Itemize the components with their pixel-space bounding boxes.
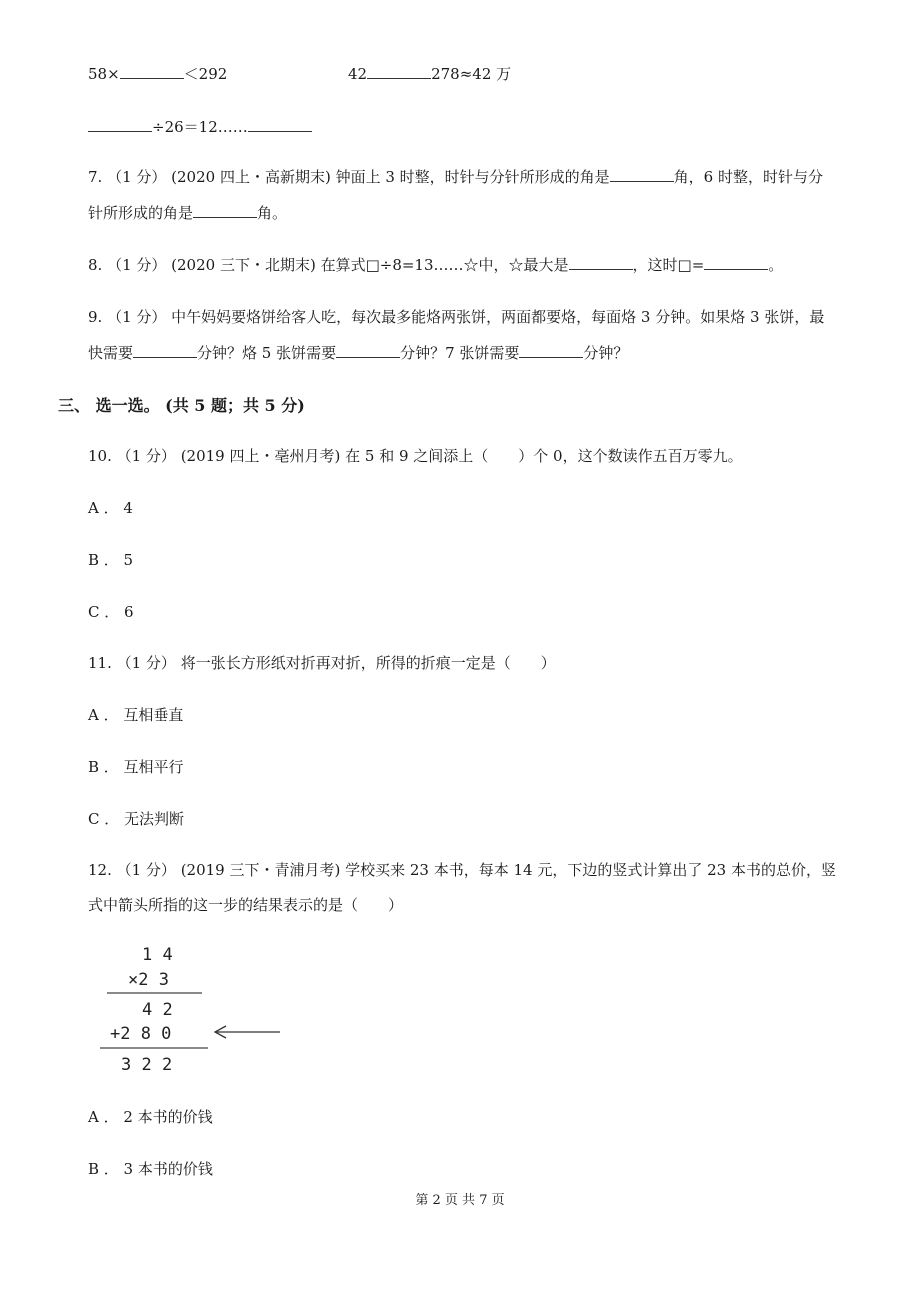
option-b[interactable]: B ． 5 — [88, 551, 134, 569]
expr-text: ÷26＝12…… — [152, 118, 248, 136]
question-text: ，这时□= — [632, 256, 705, 274]
answer-blank[interactable] — [519, 343, 583, 358]
answer-blank[interactable] — [193, 203, 257, 218]
question-text: 分钟？烙 5 张饼需要 — [197, 344, 337, 362]
question-text: 快需要 — [88, 344, 134, 362]
calc-row-5: 3 2 2 — [121, 1055, 173, 1075]
section-heading: 三、 选一选。 (共 5 题；共 5 分) — [58, 396, 305, 415]
calc-row-2: ×2 3 — [128, 970, 169, 990]
answer-blank[interactable] — [367, 64, 431, 79]
expr-text: ＜292 — [183, 65, 228, 83]
vertical-calculation-figure — [90, 938, 290, 1078]
option-a[interactable]: A ． 4 — [88, 499, 133, 517]
question-9-line-1: 9. （1 分） 中午妈妈要烙饼给客人吃，每次最多能烙两张饼，两面都要烙，每面烙 3 分钟。如果烙 3 张饼，最 — [88, 308, 825, 326]
calc-row-4: +2 8 0 — [110, 1024, 172, 1044]
question-9-line-2 — [88, 343, 628, 363]
answer-blank[interactable] — [248, 117, 312, 132]
question-text: 分钟？ — [583, 344, 629, 362]
question-12-line-1: 12. （1 分） (2019 三下・青浦月考) 学校买来 23 本书，每本 14 元，下边的竖式计算出了 23 本书的总价，竖 — [88, 861, 836, 879]
question-text: 分钟？7 张饼需要 — [400, 344, 520, 362]
option-c[interactable]: C ． 6 — [88, 603, 134, 621]
question-text: 角，6 时整，时针与分 — [673, 168, 823, 186]
expr-text: 42 — [348, 65, 368, 83]
arrow-icon — [215, 1026, 280, 1038]
fill-line-2 — [348, 64, 511, 84]
question-7-line-2 — [88, 203, 287, 223]
answer-blank[interactable] — [704, 255, 768, 270]
question-text: 针所形成的角是 — [88, 204, 194, 222]
option-b[interactable]: B ． 3 本书的价钱 — [88, 1160, 213, 1178]
option-a[interactable]: A ． 互相垂直 — [88, 706, 184, 724]
fill-line-1 — [88, 64, 227, 84]
question-7-line-1 — [88, 167, 823, 187]
expr-text: 278≈42 万 — [431, 65, 512, 83]
question-10-stem: 10. （1 分） (2019 四上・亳州月考) 在 5 和 9 之间添上（ ）个 0，这个数读作五百万零九。 — [88, 447, 743, 465]
fill-line-3 — [88, 117, 312, 137]
option-a[interactable]: A ． 2 本书的价钱 — [88, 1108, 213, 1126]
answer-blank[interactable] — [88, 117, 152, 132]
answer-blank[interactable] — [120, 64, 184, 79]
question-12-line-2: 式中箭头所指的这一步的结果表示的是（ ） — [88, 896, 404, 914]
answer-blank[interactable] — [569, 255, 633, 270]
calc-row-1: 1 4 — [142, 945, 173, 965]
question-text: 8. （1 分） (2020 三下・北期末) 在算式□÷8=13……☆中，☆最大是 — [88, 256, 569, 274]
answer-blank[interactable] — [610, 167, 674, 182]
answer-blank[interactable] — [133, 343, 197, 358]
page-number: 第 2 页 共 7 页 — [415, 1193, 505, 1208]
option-b[interactable]: B ． 互相平行 — [88, 758, 184, 776]
expr-text: 58× — [88, 65, 120, 83]
calc-row-3: 4 2 — [142, 1000, 173, 1020]
question-8 — [88, 255, 783, 275]
question-11-stem: 11. （1 分） 将一张长方形纸对折再对折，所得的折痕一定是（ ） — [88, 654, 556, 672]
answer-blank[interactable] — [336, 343, 400, 358]
question-text: 。 — [768, 256, 784, 274]
option-c[interactable]: C ． 无法判断 — [88, 810, 185, 828]
question-text: 7. （1 分） (2020 四上・高新期末) 钟面上 3 时整，时针与分针所形成的角是 — [88, 168, 610, 186]
question-text: 角。 — [257, 204, 288, 222]
